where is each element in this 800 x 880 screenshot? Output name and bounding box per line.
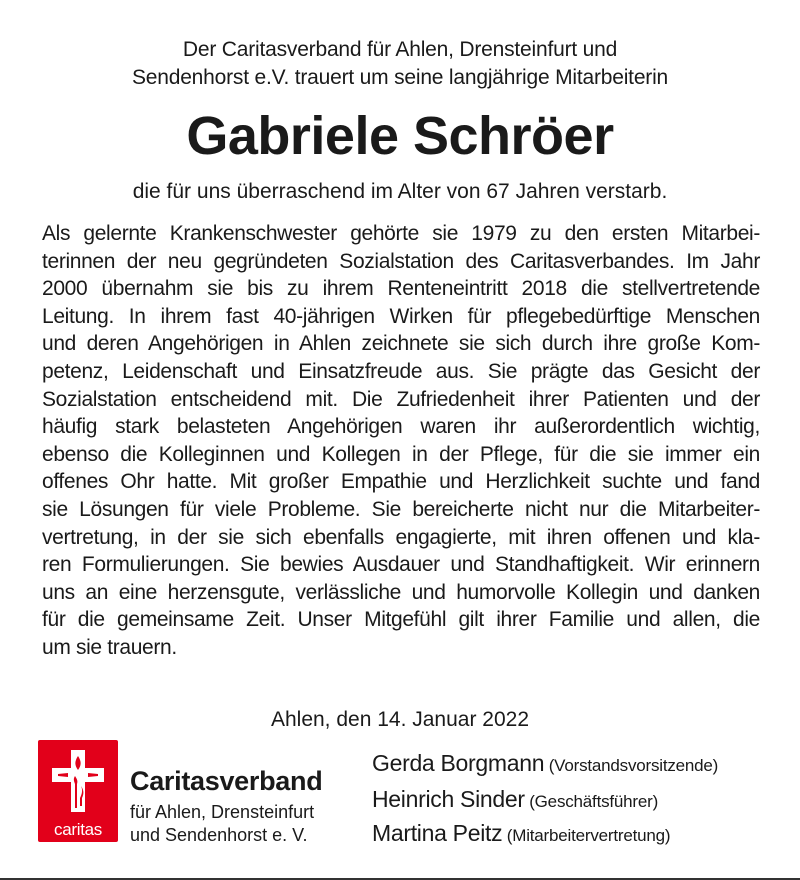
caritas-cross-icon (44, 746, 112, 816)
organization-name: Caritasverband (130, 766, 323, 796)
signatory (372, 818, 670, 852)
body-line: um sie trauern. (42, 635, 177, 659)
body-line: für die gemeinsame Zeit. Unser Mitgefühl gilt ihrer Familie und allen, die (42, 608, 760, 632)
signatory-role: (Mitarbeitervertretung) (506, 826, 671, 845)
signatory (372, 748, 718, 782)
body-line: Als gelernte Krankenschwester gehörte sie 1979 zu den ersten Mitarbei- (42, 222, 760, 245)
signatory-name: Martina Peitz (372, 820, 503, 846)
body-line: terinnen der neu gegründeten Sozialstation des Caritasverbandes. Im Jahr (42, 249, 760, 273)
body-line: offenes Ohr hatte. Mit großer Empathie und Herzlichkeit suchte und fand (42, 470, 760, 494)
body-line: petenz, Leidenschaft und Einsatzfreude aus. Sie prägte das Gesicht der (42, 359, 760, 383)
body-line: Leitung. In ihrem fast 40-jährigen Wirken für pflegebedürftige Menschen (42, 304, 760, 328)
signatory-name: Heinrich Sinder (372, 786, 525, 812)
intro-line: Der Caritasverband für Ahlen, Drensteinfurt und (182, 38, 618, 61)
place-date: Ahlen, den 14. Januar 2022 (270, 708, 530, 731)
body-line: uns an eine herzensgute, verlässliche und humorvolle Kollegin und danken (42, 580, 760, 604)
body-line: vertretung, in der sie sich ebenfalls engagierte, mit ihren offenen und kla- (42, 525, 760, 549)
intro-text (0, 36, 800, 92)
body-line: häufig stark belasteten Angehörigen waren ihr außerordentlich wichtig, (42, 415, 760, 439)
body-line: ren Formulierungen. Sie bewies Ausdauer und Standhaftigkeit. Wir erinnern (42, 553, 760, 577)
body-line: sie Lösungen für viele Probleme. Sie bereicherte nicht nur die Mitarbeiter- (42, 497, 760, 521)
organization-location-line: für Ahlen, Drensteinfurt (130, 802, 315, 822)
signatory-name: Gerda Borgmann (372, 750, 545, 776)
signatory (372, 784, 658, 818)
obituary-body (42, 220, 760, 662)
caritas-logo (38, 740, 118, 842)
intro-line: Sendenhorst e.V. trauert um seine langjährige Mitarbeiterin (131, 66, 669, 89)
body-line: 2000 übernahm sie bis zu ihrem Renteneintritt 2018 die stellvertretende (42, 277, 760, 301)
signatory-role: (Geschäftsführer) (529, 792, 659, 811)
logo-wordmark: caritas (54, 820, 102, 839)
signatory-role: (Vorstandsvorsitzende) (548, 756, 719, 775)
age-subline: die für uns überraschend im Alter von 67 Jahren verstarb. (132, 180, 668, 203)
body-line: ebenso die Kolleginnen und Kollegen in der Pflege, für die sie immer ein (42, 442, 760, 466)
organization-location-line: und Sendenhorst e. V. (130, 825, 308, 845)
body-line: und deren Angehörigen in Ahlen zeichnete sie sich durch ihre große Kom- (42, 332, 760, 356)
deceased-name: Gabriele Schröer (186, 106, 614, 166)
body-line: Sozialstation entscheidend mit. Die Zufriedenheit ihrer Patienten und der (42, 387, 760, 411)
